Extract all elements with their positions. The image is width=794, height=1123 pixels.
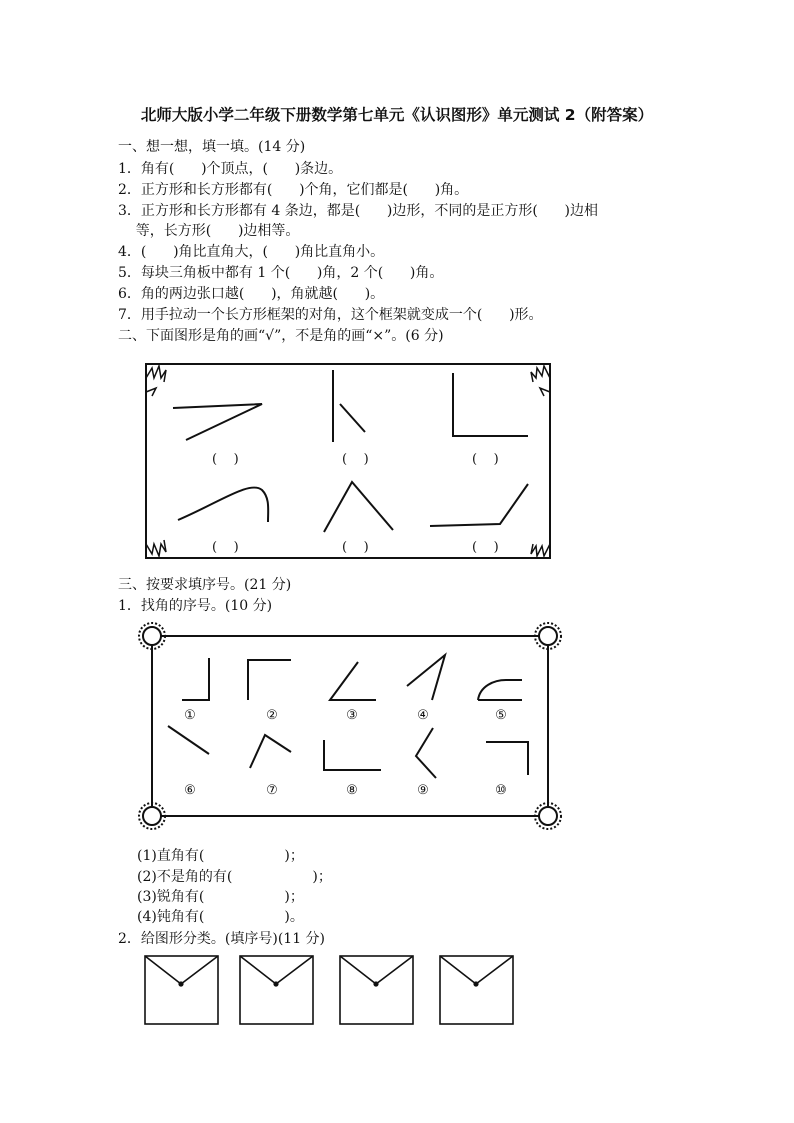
figure-label: ⑧ — [346, 783, 358, 798]
question-not-angles: (2)不是角的有( )； — [137, 869, 332, 885]
question-2: 2．正方形和长方形都有( )个角，它们都是( )角。 — [118, 182, 469, 198]
question-1: 1．角有( )个顶点，( )条边。 — [118, 161, 343, 177]
envelope-shape-1 — [145, 956, 218, 1024]
question-right-angles: (1)直角有( )； — [137, 848, 304, 864]
figure-label: ② — [266, 708, 278, 723]
figure-label: ⑤ — [495, 708, 507, 723]
answer-blank[interactable]: ( ) — [212, 540, 239, 555]
question-acute-angles: (3)锐角有( )； — [137, 889, 304, 905]
question-5: 5．每块三角板中都有 1 个( )角，2 个( )角。 — [118, 265, 444, 281]
question-3: 3．正方形和长方形都有 4 条边，都是( )边形，不同的是正方形( )边相 — [118, 203, 598, 219]
part1-heading: 1．找角的序号。(10 分) — [118, 598, 273, 614]
figure-label: ④ — [417, 708, 429, 723]
question-obtuse-angles: (4)钝角有( )。 — [137, 909, 304, 925]
envelope-shape-3 — [340, 956, 413, 1024]
answer-blank[interactable]: ( ) — [472, 540, 499, 555]
answer-blank[interactable]: ( ) — [342, 452, 369, 467]
figure-label: ① — [184, 708, 196, 723]
question-4: 4．( )角比直角大，( )角比直角小。 — [118, 244, 385, 260]
envelope-shape-4 — [440, 956, 513, 1024]
question-3-cont: 等，长方形( )边相等。 — [118, 223, 300, 239]
envelope-shape-2 — [240, 956, 313, 1024]
figure-label: ③ — [346, 708, 358, 723]
figure-label: ⑩ — [495, 783, 507, 798]
answer-blank[interactable]: ( ) — [472, 452, 499, 467]
answer-blank[interactable]: ( ) — [342, 540, 369, 555]
figure-label: ⑨ — [417, 783, 429, 798]
part2-heading: 2．给图形分类。(填序号)(11 分) — [118, 931, 326, 947]
page-title: 北师大版小学二年级下册数学第七单元《认识图形》单元测试 2（附答案） — [140, 106, 654, 124]
question-7: 7．用手拉动一个长方形框架的对角，这个框架就变成一个( )形。 — [118, 307, 543, 323]
figure-label: ⑦ — [266, 783, 278, 798]
section1-heading: 一、想一想，填一填。(14 分) — [118, 139, 306, 155]
question-6: 6．角的两边张口越( )，角就越( )。 — [118, 286, 385, 302]
figure-label: ⑥ — [184, 783, 196, 798]
answer-blank[interactable]: ( ) — [212, 452, 239, 467]
section3-heading: 三、按要求填序号。(21 分) — [118, 577, 292, 593]
section2-heading: 二、下面图形是角的画“√”，不是角的画“×”。(6 分) — [118, 328, 444, 344]
